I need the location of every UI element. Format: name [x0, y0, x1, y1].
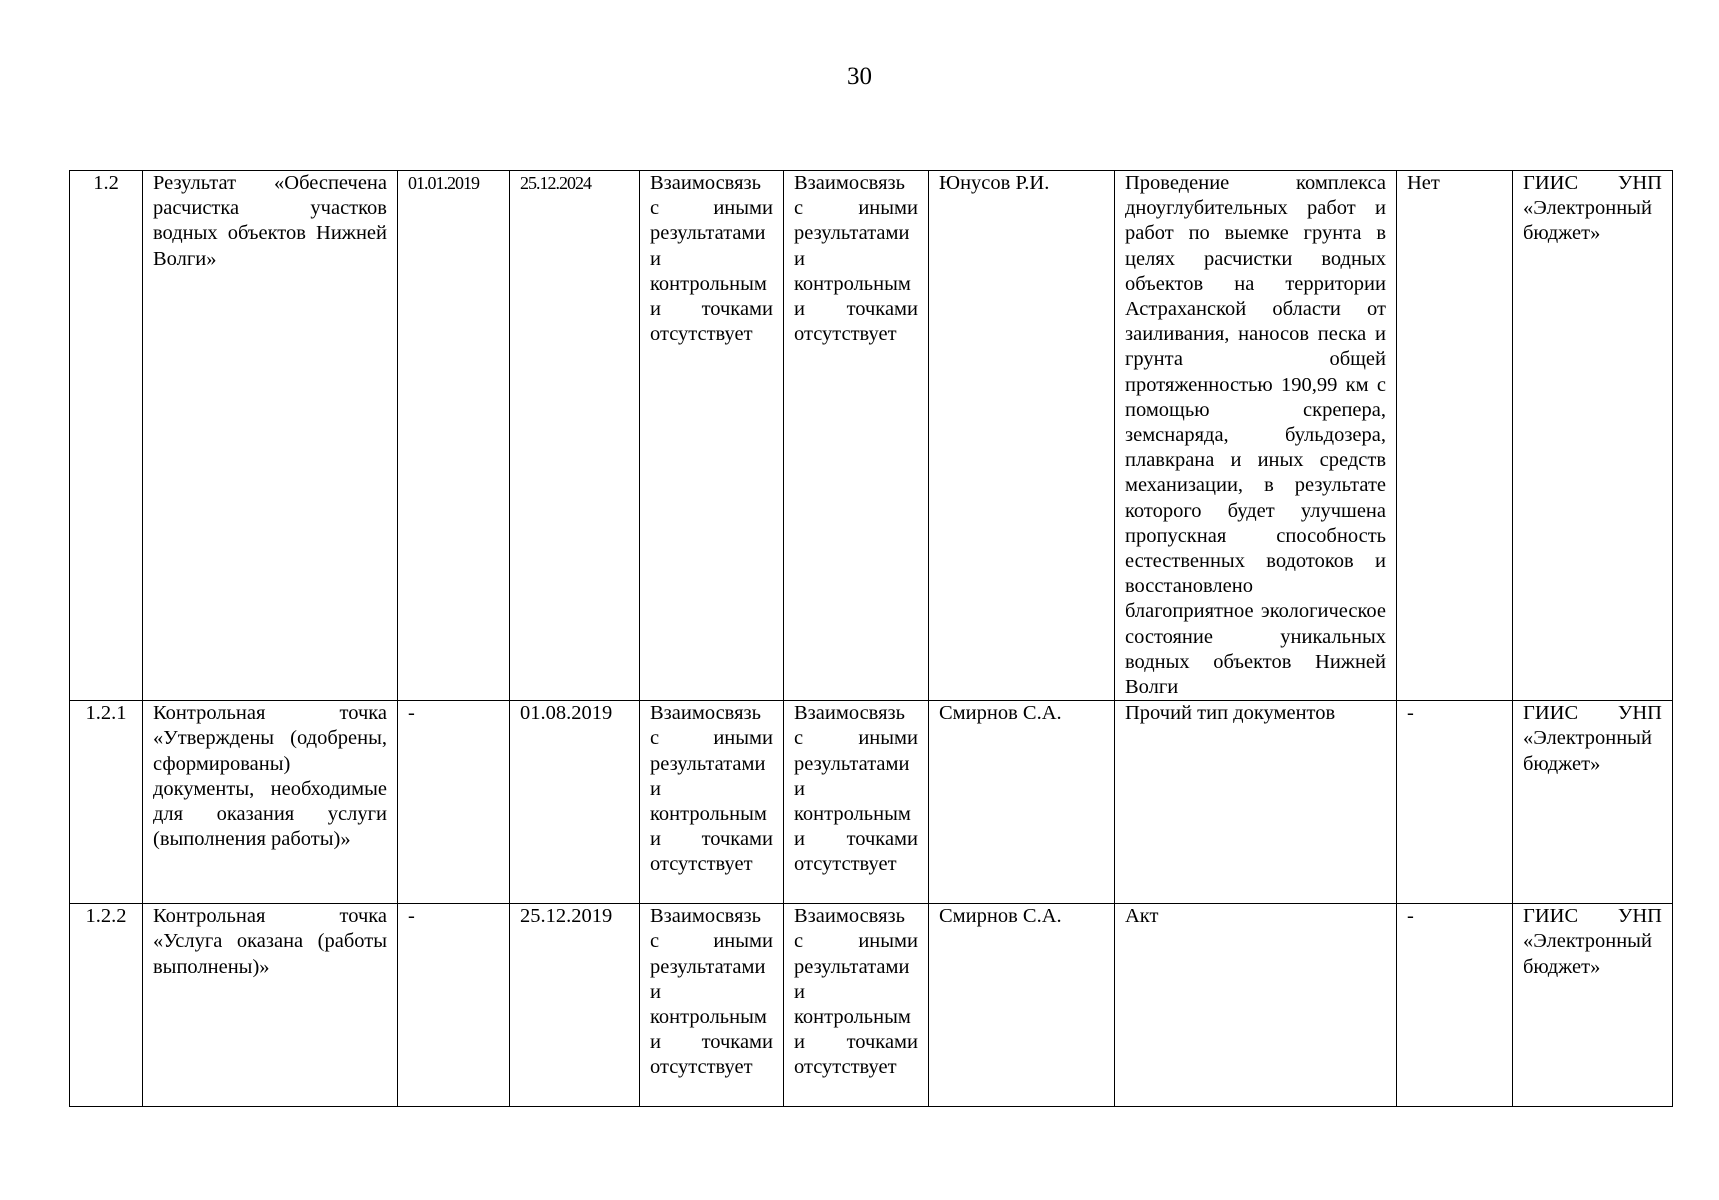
level-cell: - [1397, 904, 1513, 1107]
row-number: 1.2.2 [70, 904, 143, 1107]
end-date-cell: 25.12.2024 [510, 171, 640, 701]
result-name-cell: Контрольная точка «Услуга оказана (работы выполнены)» [143, 904, 398, 1107]
table-row [70, 701, 1673, 904]
start-date-cell: 01.01.2019 [398, 171, 510, 701]
predecessor-cell: Взаимосвязь с иными результатами и контрольными точками отсутствует [640, 904, 784, 1107]
page-number: 30 [847, 63, 872, 90]
start-date-cell: - [398, 904, 510, 1107]
responsible-cell: Смирнов С.А. [929, 904, 1115, 1107]
information-system-cell: ГИИС УНП «Электронный бюджет» [1513, 904, 1673, 1107]
predecessor-cell: Взаимосвязь с иными результатами и контрольными точками отсутствует [640, 701, 784, 904]
start-date-cell: - [398, 701, 510, 904]
row-number: 1.2 [70, 171, 143, 701]
successor-cell: Взаимосвязь с иными результатами и контрольными точками отсутствует [784, 904, 929, 1107]
document-cell: Акт [1115, 904, 1397, 1107]
responsible-cell: Смирнов С.А. [929, 701, 1115, 904]
document-cell: Проведение комплекса дноуглубительных работ и работ по выемке грунта в целях расчистки водных объектов на территории Астраханской области от заиливания, наносов песка и грунта общей протяженностью 190,99 км с помощью скрепера, земснаряда, бульдозера, плавкрана и иных средств механизации, в результате которого будет улучшена пропускная способность естественных водотоков и восстановлено благоприятное экологическое состояние уникальных водных объектов Нижней Волги [1115, 171, 1397, 701]
successor-cell: Взаимосвязь с иными результатами и контрольными точками отсутствует [784, 171, 929, 701]
result-name-cell: Контрольная точка «Утверждены (одобрены, сформированы) документы, необходимые для оказания услуги (выполнения работы)» [143, 701, 398, 904]
plan-table [69, 170, 1673, 1107]
end-date-cell: 25.12.2019 [510, 904, 640, 1107]
level-cell: - [1397, 701, 1513, 904]
row-number: 1.2.1 [70, 701, 143, 904]
table-row [70, 904, 1673, 1107]
predecessor-cell: Взаимосвязь с иными результатами и контрольными точками отсутствует [640, 171, 784, 701]
table-row [70, 171, 1673, 701]
end-date-cell: 01.08.2019 [510, 701, 640, 904]
result-name-cell: Результат «Обеспечена расчистка участков водных объектов Нижней Волги» [143, 171, 398, 701]
successor-cell: Взаимосвязь с иными результатами и контрольными точками отсутствует [784, 701, 929, 904]
document-cell: Прочий тип документов [1115, 701, 1397, 904]
level-cell: Нет [1397, 171, 1513, 701]
information-system-cell: ГИИС УНП «Электронный бюджет» [1513, 701, 1673, 904]
information-system-cell: ГИИС УНП «Электронный бюджет» [1513, 171, 1673, 701]
responsible-cell: Юнусов Р.И. [929, 171, 1115, 701]
